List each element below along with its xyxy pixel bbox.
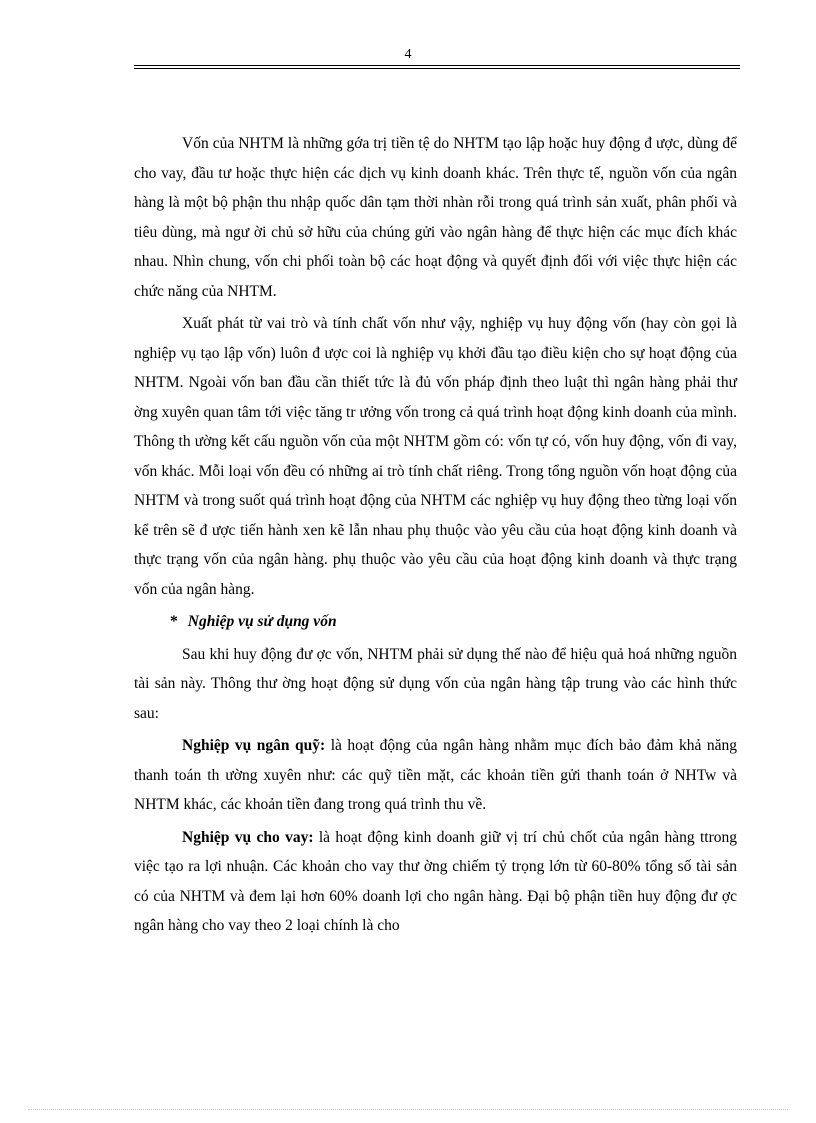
paragraph-capital-usage: Sau khi huy động đư ợc vốn, NHTM phải sử dụng thế nào để hiệu quả hoá những nguồn tài sản này. Thông thư ờng hoạt động sử dụng vốn của ngân hàng tập trung vào các hình thức sau: [134,645,737,722]
heading-bullet: * [170,613,178,630]
header-double-rule [134,65,740,69]
paragraph-lending [134,823,737,941]
document-body [134,129,737,941]
paragraph-treasury [134,731,737,820]
term-lending: Nghiệp vụ cho vay: [182,828,314,846]
section-heading [134,607,737,637]
footer-dotted-rule [28,1109,788,1110]
paragraph-capital-mobilization: Xuất phát từ vai trò và tính chất vốn như vậy, nghiệp vụ huy động vốn (hay còn gọi là nghiệp vụ tạo lập vốn) luôn đ ược coi là nghiệp vụ khởi đầu tạo điều kiện cho sự hoạt động của NHTM. Ngoài vốn ban đầu cần thiết tức là đủ vốn pháp định theo luật thì ngân hàng phải thư ờng xuyên quan tâm tới việc tăng tr ưởng vốn trong cả quá trình hoạt động kinh doanh của mình. Thông th ường kết cấu nguồn vốn của một NHTM gồm có: vốn tự có, vốn huy động, vốn đi vay, vốn khác. Mỗi loại vốn đều có những ai trò tính chất riêng. Trong tổng nguồn vốn hoạt động của NHTM và trong suốt quá trình hoạt động của NHTM các nghiệp vụ huy động theo từng loại vốn kể trên sẽ đ ược tiến hành xen kẽ lẫn nhau phụ thuộc vào yêu cầu của hoạt động kinh doanh và thực trạng vốn của ngân hàng. phụ thuộc vào yêu cầu của hoạt động kinh doanh và thực trạng vốn của ngân hàng. [134,315,737,598]
term-treasury: Nghiệp vụ ngân quỹ: [182,737,326,754]
treasury-description: là hoạt động của ngân hàng nhằm mục đích bảo đảm khả năng thanh toán th ường xuyên như: các quỹ tiền mặt, các khoản tiền gửi thanh toán ở NHTw và NHTM khác, các khoản tiền đang trong quá trình thu về. [134,737,737,813]
page-number: 4 [404,47,412,62]
section-heading-text: Nghiệp vụ sử dụng vốn [187,613,337,630]
lending-description: là hoạt động kinh doanh giữ vị trí chủ chốt của ngân hàng ttrong việc tạo ra lợi nhuận. Các khoản cho vay thư ờng chiếm tỷ trọng lớn từ 60-80% tổng số tài sản có của NHTM và đem lại hơn 60% doanh lợi cho ngân hàng. Đại bộ phận tiền huy động đư ợc ngân hàng cho vay theo 2 loại chính là cho [134,828,737,934]
paragraph-capital-definition: Vốn của NHTM là những gớa trị tiền tệ do NHTM tạo lập hoặc huy động đ ược, dùng để cho vay, đầu tư hoặc thực hiện các dịch vụ kinh doanh khác. Trên thực tế, nguồn vốn của ngân hàng là một bộ phận thu nhập quốc dân tạm thời nhàn rỗi trong quá trình sản xuất, phân phối và tiêu dùng, mà ngư ời chủ sở hữu của chúng gửi vào ngân hàng để thực hiện các mục đích khác nhau. Nhìn chung, vốn chi phối toàn bộ các hoạt động và quyết định đối với việc thực hiện các chức năng của NHTM. [134,135,737,300]
